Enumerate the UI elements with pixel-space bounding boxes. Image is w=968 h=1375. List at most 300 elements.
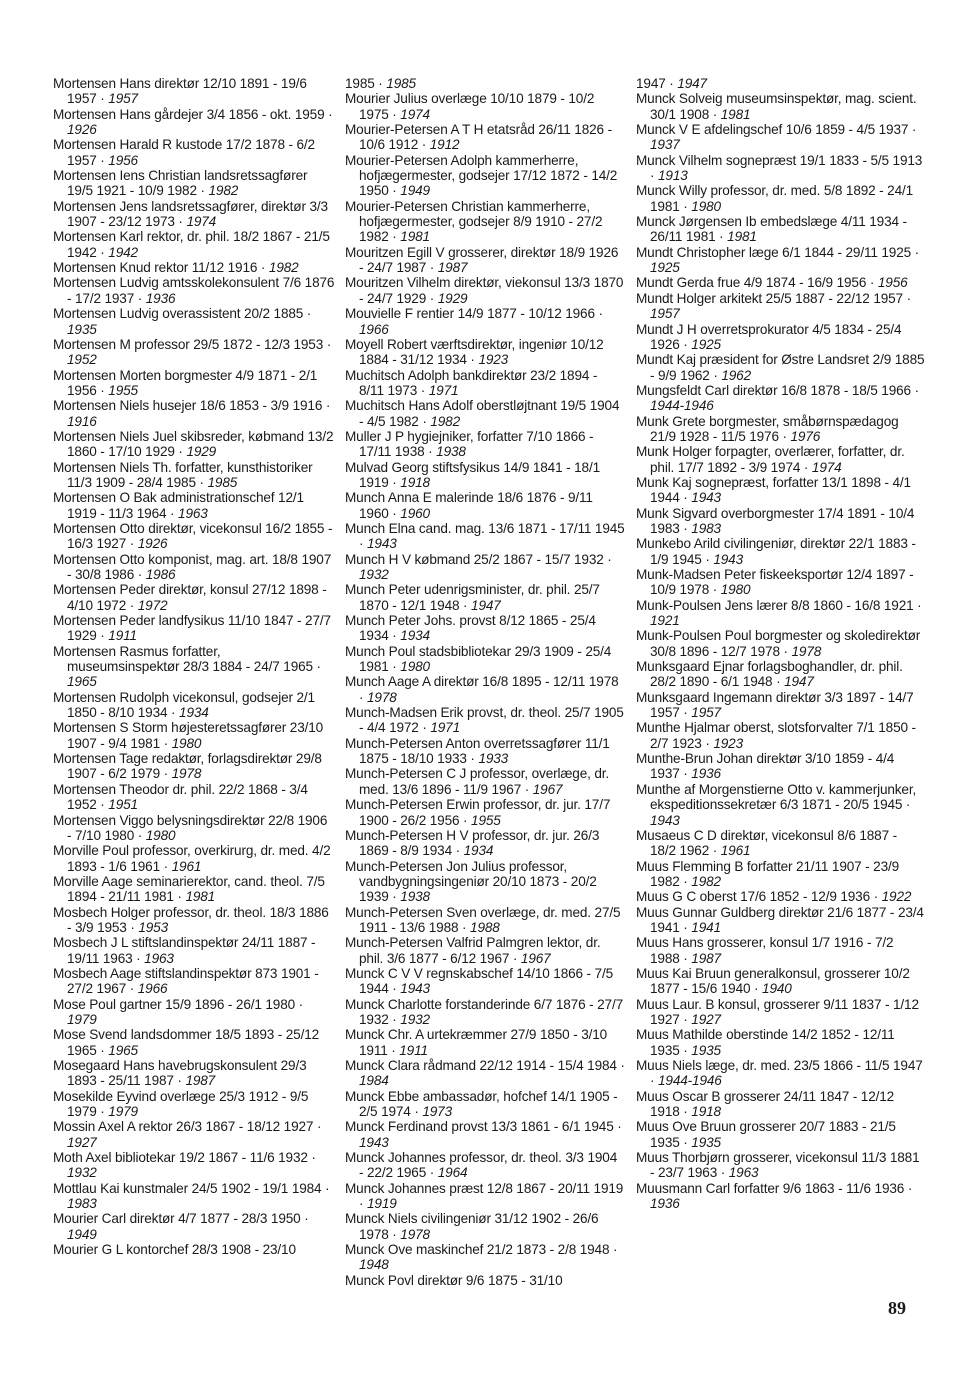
entry-year: 1938 [436, 444, 466, 460]
register-entry [345, 460, 625, 491]
entry-year: 1942 [108, 244, 138, 260]
entry-text: Munk-Poulsen Jens lærer 8/8 1860 - 16/8 1921 · [636, 597, 922, 613]
register-entry [636, 997, 926, 1028]
entry-year: 1961 [720, 843, 751, 859]
entry-year: 1985 [207, 474, 238, 490]
entry-text: Morville Aage seminarierektor, cand. theol. 7/5 1894 - 21/11 1981 · [53, 873, 325, 905]
register-entry [345, 736, 625, 767]
entry-text: Munthe af Morgenstierne Otto v. kammerjunker, ekspeditionssekretær 6/3 1871 - 20/5 1945 · [636, 781, 917, 813]
register-entry [53, 843, 335, 874]
entry-text: Munch-Petersen Valfrid Palmgren lektor, dr. phil. 3/6 1877 - 6/12 1967 · [345, 935, 601, 966]
register-entry [345, 1119, 625, 1150]
entry-year: 1981 [185, 889, 216, 905]
entry-year: 1965 [108, 1042, 138, 1058]
entry-text: Mortensen M professor 29/5 1872 - 12/3 1953 · [53, 336, 332, 352]
entry-year: 1964 [437, 1165, 468, 1181]
entry-text: Muus Flemming B forfatter 21/11 1907 - 23/9 1982 · [636, 858, 900, 889]
register-entry [345, 153, 625, 199]
register-entry [345, 552, 625, 583]
register-entry [53, 429, 335, 460]
register-entry [345, 674, 625, 705]
entry-text: Mourier-Petersen A T H etatsråd 26/11 1826 - 10/6 1912 · [345, 122, 612, 153]
entry-year: 1935 [691, 1042, 721, 1058]
register-entry [53, 260, 335, 275]
entry-text: Munch Anna E malerinde 18/6 1876 - 9/11 1960 · [345, 490, 593, 521]
entry-year: 1934 [179, 705, 209, 721]
entry-text: Muus Niels læge, dr. med. 23/5 1866 - 11/5 1947 · [636, 1058, 923, 1089]
entry-year: 1980 [400, 659, 430, 675]
entry-year: 1978 [791, 643, 822, 659]
entry-year: 1965 [67, 674, 97, 690]
entry-text: Mortensen Tage redaktør, forlagsdirektør 29/8 1907 - 6/2 1979 · [53, 751, 322, 782]
entry-year: 1981 [400, 229, 430, 245]
entry-year: 1943 [650, 812, 680, 828]
entry-text: Mungsfeldt Carl direktør 16/8 1878 - 18/5 1966 · [636, 382, 919, 398]
entry-year: 1943 [367, 536, 397, 552]
entry-year: 1912 [429, 137, 460, 153]
register-entry [345, 398, 625, 429]
entry-text: Munkebo Arild civilingeniør, direktør 22/1 1883 - 1/9 1945 · [636, 536, 916, 567]
entry-text: Mouritzen Vilhelm direktør, viekonsul 13/3 1870 - 24/7 1929 · [345, 275, 624, 306]
register-entry [636, 475, 926, 506]
entry-year: 1980 [691, 198, 721, 214]
entry-year: 1913 [658, 168, 688, 184]
entry-text: Munck Ferdinand provst 13/3 1861 - 6/1 1945 · [345, 1119, 622, 1135]
register-entry [636, 275, 926, 290]
entry-text: Muchitsch Adolph bankdirektør 23/2 1894 - 8/11 1973 · [345, 367, 598, 398]
entry-year: 1972 [137, 597, 168, 613]
entry-year: 1971 [430, 720, 461, 736]
entry-year: 1962 [721, 367, 752, 383]
entry-text: Muus Laur. B konsul, grosserer 9/11 1837 - 1/12 1927 · [636, 996, 919, 1027]
entry-year: 1980 [145, 827, 176, 843]
register-entry [53, 1089, 335, 1120]
register-entry [53, 997, 335, 1028]
register-entry [53, 199, 335, 230]
entry-year: 1926 [137, 536, 168, 552]
entry-year: 1919 [367, 1196, 397, 1212]
entry-year: 1926 [67, 122, 97, 138]
entry-text: Muus G C oberst 17/6 1852 - 12/9 1936 · [636, 889, 882, 905]
entry-year: 1936 [691, 766, 721, 782]
entry-text: Mortensen Rudolph vicekonsul, godsejer 2/1 1850 - 8/10 1934 · [53, 689, 315, 721]
entry-year: 1948 [359, 1257, 389, 1273]
entry-year: 1984 [359, 1073, 389, 1089]
entry-year: 1921 [650, 613, 680, 629]
entry-year: 1963 [178, 505, 208, 521]
entry-year: 1927 [67, 1134, 97, 1150]
entry-text: Mortensen S Storm højesteretssagfører 23/10 1907 - 9/4 1981 · [53, 720, 324, 751]
entry-text: Mose Svend landsdommer 18/5 1893 - 25/12 1965 · [53, 1027, 320, 1058]
entry-year: 1934 [400, 628, 430, 644]
entry-text: Mortensen Iens Christian landsretssagfører 19/5 1921 - 10/9 1982 · [53, 168, 308, 199]
register-entry [53, 168, 335, 199]
register-entry [636, 935, 926, 966]
entry-text: Munthe-Brun Johan direktør 3/10 1859 - 4/4 1937 · [636, 751, 895, 782]
register-entry [636, 153, 926, 184]
entry-year: 1978 [367, 689, 397, 705]
register-entry [345, 582, 625, 613]
entry-year: 1947 [784, 674, 814, 690]
register-entry [636, 966, 926, 997]
entry-text: Munck C V V regnskabschef 14/10 1866 - 7/5 1944 · [345, 965, 613, 997]
entry-text: Mulvad Georg stiftsfysikus 14/9 1841 - 18/1 1919 · [345, 459, 600, 490]
register-entry [636, 782, 926, 828]
entry-year: 1957 [691, 705, 721, 721]
entry-text: Mortensen Niels Juel skibsreder, købmand 13/2 1860 - 17/10 1929 · [53, 428, 334, 460]
entry-year: 1981 [720, 106, 751, 122]
entry-text: Muus Hans grosserer, konsul 1/7 1916 - 7/2 1988 · [636, 935, 894, 966]
entry-text: Munthe Hjalmar oberst, slotsforvalter 7/1 1850 - 2/7 1923 · [636, 720, 916, 751]
entry-year: 1980 [171, 735, 202, 751]
entry-text: Mortensen Niels Th. forfatter, kunsthistoriker 11/3 1909 - 28/4 1985 · [53, 459, 313, 490]
entry-text: Munck Johannes professor, dr. theol. 3/3 1904 - 22/2 1965 · [345, 1150, 618, 1181]
register-entry [53, 720, 335, 751]
register-entry [636, 628, 926, 659]
entry-text: Mottlau Kai kunstmaler 24/5 1902 - 19/1 1984 · [53, 1180, 330, 1196]
entry-text: Munk Holger forpagter, overlærer, forfatter, dr. phil. 17/7 1892 - 3/9 1974 · [636, 444, 905, 475]
entry-year: 1929 [186, 444, 217, 460]
register-entry [636, 905, 926, 936]
register-entry [53, 813, 335, 844]
entry-year: 1953 [138, 919, 169, 935]
entry-year: 1925 [691, 336, 721, 352]
register-entry [345, 521, 625, 552]
entry-text: Munck Ebbe ambassadør, hofchef 14/1 1905 - 2/5 1974 · [345, 1088, 618, 1120]
page-number: 89 [888, 1298, 906, 1318]
register-entry [636, 214, 926, 245]
entry-year: 1929 [437, 290, 468, 306]
entry-year: 1982 [268, 260, 299, 276]
entry-year: 1982 [208, 183, 239, 199]
entry-text: Munck Vilhelm sognepræst 19/1 1833 - 5/5 1913 · [636, 152, 923, 184]
column-2 [345, 76, 625, 1288]
entry-text: Mundt Kaj præsident for Østre Landsret 2/9 1885 - 9/9 1962 · [636, 352, 925, 383]
entry-text: Munck Jørgensen Ib embedslæge 4/11 1934 - 26/11 1981 · [636, 214, 907, 245]
entry-year: 1923 [713, 735, 744, 751]
entry-text: Mourier-Petersen Adolph kammerherre, hofjægermester, godsejer 17/12 1872 - 14/2 1950 · [345, 152, 618, 199]
entry-year: 1974 [811, 459, 842, 475]
register-entry [636, 720, 926, 751]
entry-text: Muusmann Carl forfatter 9/6 1863 - 11/6 1936 · [636, 1180, 913, 1196]
register-entry [345, 91, 625, 122]
entry-year: 1986 [145, 567, 176, 582]
register-entry [636, 414, 926, 445]
entry-text: Munch-Petersen H V professor, dr. jur. 26/3 1869 - 8/9 1934 · [345, 827, 600, 859]
register-entry [53, 306, 335, 337]
entry-text: Munch-Petersen Sven overlæge, dr. med. 27/5 1911 - 13/6 1988 · [345, 904, 621, 935]
entry-text: Munck Willy professor, dr. med. 5/8 1892 - 24/1 1981 · [636, 183, 914, 214]
register-entry [53, 137, 335, 168]
register-entry [345, 1089, 625, 1120]
entry-text: Mortensen Harald R kustode 17/2 1878 - 6/2 1957 · [53, 137, 315, 168]
register-entry [53, 1027, 335, 1058]
register-entry [345, 1150, 625, 1181]
entry-year: 1988 [470, 919, 500, 935]
entry-text: Moyell Robert værftsdirektør, ingeniør 10/12 1884 - 31/12 1934 · [345, 336, 604, 368]
register-entry [53, 966, 335, 997]
entry-text: Munksgaard Ejnar forlagsboghandler, dr. phil. 28/2 1890 - 6/1 1948 · [636, 659, 903, 690]
register-entry [345, 1242, 625, 1273]
entry-text: Munck Ove maskinchef 21/2 1873 - 2/8 1948 · [345, 1242, 618, 1258]
entry-text: Munk Grete borgmester, småbørnspædagog 21/9 1928 - 11/5 1976 · [636, 413, 899, 444]
entry-text: Munck Solveig museumsinspektør, mag. scient. 30/1 1908 · [636, 91, 917, 122]
entry-text: Mourier-Petersen Christian kammerherre, hofjægermester, godsejer 8/9 1910 - 27/2 1982 · [345, 198, 603, 245]
register-entry [636, 91, 926, 122]
entry-year: 1935 [691, 1134, 721, 1150]
entry-text: Muus Oscar B grosserer 24/11 1847 - 12/12 1918 · [636, 1088, 895, 1120]
entry-text: Mortensen O Bak administrationschef 12/1 1919 - 11/3 1964 · [53, 490, 304, 521]
entry-text: Mortensen Rasmus forfatter, museumsinspektør 28/3 1884 - 24/7 1965 · [53, 643, 321, 675]
entry-year: 1944-1946 [650, 398, 714, 414]
column-1 [53, 76, 335, 1257]
register-entry [636, 183, 926, 214]
entry-text: Munch-Petersen C J professor, overlæge, dr. med. 13/6 1896 - 11/9 1967 · [345, 766, 610, 797]
entry-text: Munch-Petersen Anton overretssagfører 11/1 1875 - 18/10 1933 · [345, 735, 610, 767]
register-entry [345, 859, 625, 905]
entry-year: 1967 [520, 950, 551, 966]
entry-text: Mortensen Peder landfysikus 11/10 1847 - 27/7 1929 · [53, 613, 331, 644]
entry-year: 1979 [67, 1011, 97, 1027]
register-entry [345, 368, 625, 399]
entry-text: Mosbech J L stiftslandinspektør 24/11 1887 - 19/11 1963 · [53, 935, 316, 966]
register-entry [345, 76, 625, 91]
entry-year: 1947 [677, 76, 707, 91]
entry-year: 1918 [400, 474, 430, 490]
entry-text: Munck Clara rådmand 22/12 1914 - 15/4 1984 · [345, 1058, 625, 1073]
register-entry [636, 1150, 926, 1181]
register-entry [636, 76, 926, 91]
register-entry [636, 567, 926, 598]
register-entry [636, 383, 926, 414]
entry-text: Mortensen Ludvig amtsskolekonsulent 7/6 1876 - 17/2 1937 · [53, 275, 335, 306]
register-entry [636, 859, 926, 890]
entry-year: 1936 [145, 290, 176, 306]
register-entry [636, 828, 926, 859]
entry-year: 1911 [399, 1042, 428, 1058]
entry-text: Mourier G L kontorchef 28/3 1908 - 23/10 [53, 1242, 296, 1258]
entry-year: 1966 [137, 981, 168, 997]
register-entry [636, 690, 926, 721]
entry-year: 1987 [691, 950, 721, 966]
register-entry [53, 613, 335, 644]
register-entry [636, 506, 926, 537]
entry-year: 1927 [691, 1011, 721, 1027]
entry-year: 1923 [478, 352, 509, 368]
entry-year: 1911 [108, 628, 137, 644]
register-entry [636, 1089, 926, 1120]
register-entry [636, 352, 926, 383]
entry-text: Munk-Madsen Peter fiskeeksportør 12/4 1897 - 10/9 1978 · [636, 567, 914, 598]
entry-year: 1943 [713, 551, 744, 567]
entry-year: 1940 [762, 981, 792, 997]
register-entry [636, 322, 926, 353]
register-entry [53, 1211, 335, 1242]
entry-year: 1973 [422, 1104, 453, 1120]
entry-year: 1949 [400, 183, 430, 199]
entry-year: 1935 [67, 321, 97, 337]
entry-text: Mundt Gerda frue 4/9 1874 - 16/9 1956 · [636, 275, 878, 291]
entry-year: 1974 [400, 106, 430, 122]
register-entry [345, 306, 625, 337]
register-entry [636, 598, 926, 629]
entry-year: 1963 [144, 950, 174, 966]
entry-text: Muus Mathilde oberstinde 14/2 1852 - 12/11 1935 · [636, 1027, 895, 1058]
register-entry [636, 536, 926, 567]
register-entry [53, 368, 335, 399]
entry-text: Mourier Julius overlæge 10/10 1879 - 10/2 1975 · [345, 91, 595, 122]
entry-year: 1982 [691, 873, 721, 889]
register-entry [53, 229, 335, 260]
entry-year: 1987 [437, 260, 468, 276]
register-entry [345, 828, 625, 859]
register-entry [636, 444, 926, 475]
entry-year: 1967 [532, 781, 563, 797]
register-entry [636, 659, 926, 690]
entry-year: 1934 [463, 843, 494, 859]
register-entry [53, 582, 335, 613]
entry-text: Mosekilde Eyvind overlæge 25/3 1912 - 9/5 1979 · [53, 1088, 309, 1120]
entry-year: 1944-1946 [658, 1073, 722, 1089]
register-entry [345, 1211, 625, 1242]
entry-year: 1925 [650, 260, 680, 276]
entry-year: 1943 [691, 490, 721, 506]
entry-year: 1949 [67, 1226, 97, 1242]
register-entry [636, 291, 926, 322]
entry-text: Mouritzen Egill V grosserer, direktør 18/9 1926 - 24/7 1987 · [345, 244, 619, 276]
entry-year: 1979 [108, 1104, 138, 1120]
entry-text: Muus Gunnar Guldberg direktør 21/6 1877 - 23/4 1941 · [636, 904, 924, 935]
entry-text: Munk Sigvard overborgmester 17/4 1891 - 10/4 1983 · [636, 505, 915, 536]
entry-year: 1938 [400, 889, 430, 905]
register-entry [636, 122, 926, 153]
entry-year: 1937 [650, 137, 680, 153]
register-entry [345, 199, 625, 245]
entry-text: Munch Peter Johs. provst 8/12 1865 - 25/4 1934 · [345, 613, 596, 644]
entry-year: 1947 [471, 597, 501, 613]
entry-text: Munch Aage A direktør 16/8 1895 - 12/11 1978 · [345, 674, 619, 705]
register-entry [636, 1027, 926, 1058]
register-entry [636, 751, 926, 782]
register-entry [345, 935, 625, 966]
entry-text: Mundt Christopher læge 6/1 1844 - 29/11 1925 · [636, 244, 920, 260]
register-entry [53, 690, 335, 721]
entry-text: Mortensen Jens landsretssagfører, direktør 3/3 1907 - 23/12 1973 · [53, 198, 328, 230]
entry-text: Muller J P hygiejniker, forfatter 7/10 1866 - 17/11 1938 · [345, 428, 594, 460]
entry-text: Munck Chr. A urtekræmmer 27/9 1850 - 3/10 1911 · [345, 1027, 608, 1058]
entry-text: 1947 · [636, 76, 678, 91]
entry-year: 1932 [400, 1011, 430, 1027]
register-entry [345, 1027, 625, 1058]
entry-text: Mortensen Morten borgmester 4/9 1871 - 2/1 1956 · [53, 367, 318, 398]
register-entry [345, 613, 625, 644]
entry-text: Munch-Petersen Erwin professor, dr. jur. 17/7 1900 - 26/2 1956 · [345, 797, 611, 828]
entry-year: 1941 [691, 919, 721, 935]
entry-text: Mortensen Niels husejer 18/6 1853 - 3/9 1916 · [53, 398, 331, 414]
register-entry [53, 1181, 335, 1212]
entry-year: 1957 [650, 306, 680, 322]
register-entry [636, 1181, 926, 1212]
register-entry [53, 782, 335, 813]
entry-text: Munch-Petersen Jon Julius professor, vandbygningsingeniør 20/10 1873 - 20/2 1939 · [345, 858, 597, 905]
entry-year: 1960 [400, 505, 430, 521]
entry-year: 1956 [877, 275, 908, 291]
entry-text: Munck V E afdelingschef 10/6 1859 - 4/5 1937 · [636, 122, 917, 138]
entry-text: Munk Kaj sognepræst, forfatter 13/1 1898 - 4/1 1944 · [636, 474, 911, 506]
entry-text: Morville Poul professor, overkirurg, dr. med. 4/2 1893 - 1/6 1961 · [53, 843, 331, 874]
register-entry [53, 905, 335, 936]
entry-text: Mortensen Ludvig overassistent 20/2 1885 · [53, 306, 312, 322]
entry-text: Mortensen Peder direktør, konsul 27/12 1898 - 4/10 1972 · [53, 582, 327, 613]
register-entry [53, 1150, 335, 1181]
entry-year: 1943 [400, 981, 430, 997]
entry-text: Mortensen Viggo belysningsdirektør 22/8 1906 - 7/10 1980 · [53, 812, 328, 843]
register-entry [53, 398, 335, 429]
entry-year: 1932 [67, 1165, 97, 1181]
entry-text: Muus Kai Bruun generalkonsul, grosserer 10/2 1877 - 15/6 1940 · [636, 965, 910, 997]
register-entry [345, 997, 625, 1028]
entry-text: Mourier Carl direktør 4/7 1877 - 28/3 1950 · [53, 1211, 309, 1227]
entry-year: 1980 [720, 582, 751, 598]
entry-year: 1971 [428, 382, 459, 398]
register-entry [345, 766, 625, 797]
entry-year: 1933 [478, 751, 509, 767]
register-entry [53, 337, 335, 368]
entry-text: Munck Niels civilingeniør 31/12 1902 - 26/6 1978 · [345, 1211, 599, 1242]
register-entry [636, 1058, 926, 1089]
entry-text: Musaeus C D direktør, vicekonsul 8/6 1887 - 18/2 1962 · [636, 827, 898, 859]
entry-year: 1918 [691, 1104, 721, 1120]
register-entry [53, 935, 335, 966]
entry-text: Munck Johannes præst 12/8 1867 - 20/11 1919 · [345, 1180, 624, 1212]
entry-year: 1985 [386, 76, 416, 91]
entry-text: Mouvielle F rentier 14/9 1877 - 10/12 1966 · [345, 306, 603, 322]
entry-text: Munch Poul stadsbibliotekar 29/3 1909 - 25/4 1981 · [345, 643, 612, 675]
register-entry [345, 1058, 625, 1089]
register-entry [53, 751, 335, 782]
entry-year: 1957 [108, 91, 138, 107]
register-entry [345, 644, 625, 675]
entry-year: 1943 [359, 1134, 389, 1150]
register-entry [53, 490, 335, 521]
entry-text: Mortensen Hans direktør 12/10 1891 - 19/6 1957 · [53, 76, 307, 107]
entry-year: 1966 [359, 321, 389, 337]
register-entry [345, 245, 625, 276]
entry-text: Mosbech Holger professor, dr. theol. 18/3 1886 - 3/9 1953 · [53, 904, 329, 935]
entry-year: 1983 [691, 520, 721, 536]
entry-year: 1981 [727, 229, 757, 245]
entry-year: 1976 [790, 428, 821, 444]
entry-text: Mosbech Aage stiftslandinspektør 873 1901 - 27/2 1967 · [53, 965, 319, 997]
entry-year: 1922 [881, 889, 912, 905]
entry-text: Mortensen Hans gårdejer 3/4 1856 - okt. 1959 · [53, 106, 333, 122]
entry-year: 1916 [67, 413, 97, 429]
column-3 [636, 76, 926, 1211]
entry-year: 1936 [650, 1196, 680, 1212]
entry-text: Mortensen Theodor dr. phil. 22/2 1868 - 3/4 1952 · [53, 781, 308, 813]
register-entry [636, 1119, 926, 1150]
entry-text: Mundt J H overretsprokurator 4/5 1834 - 25/4 1926 · [636, 321, 902, 352]
entry-text: Munch H V købmand 25/2 1867 - 15/7 1932 · [345, 551, 612, 567]
entry-text: Munksgaard Ingemann direktør 3/3 1897 - 14/7 1957 · [636, 689, 914, 721]
entry-text: Mundt Holger arkitekt 25/5 1887 - 22/12 1957 · [636, 290, 911, 306]
entry-text: Muus Thorbjørn grosserer, vicekonsul 11/3 1881 - 23/7 1963 · [636, 1150, 920, 1181]
entry-text: Munch Peter udenrigsminister, dr. phil. 25/7 1870 - 12/1 1948 · [345, 582, 600, 613]
entry-text: Mosegaard Hans havebrugskonsulent 29/3 1893 - 25/11 1987 · [53, 1058, 307, 1089]
register-entry [53, 1242, 335, 1257]
register-entry [53, 107, 335, 138]
entry-text: Munck Charlotte forstanderinde 6/7 1876 - 27/7 1932 · [345, 996, 623, 1027]
